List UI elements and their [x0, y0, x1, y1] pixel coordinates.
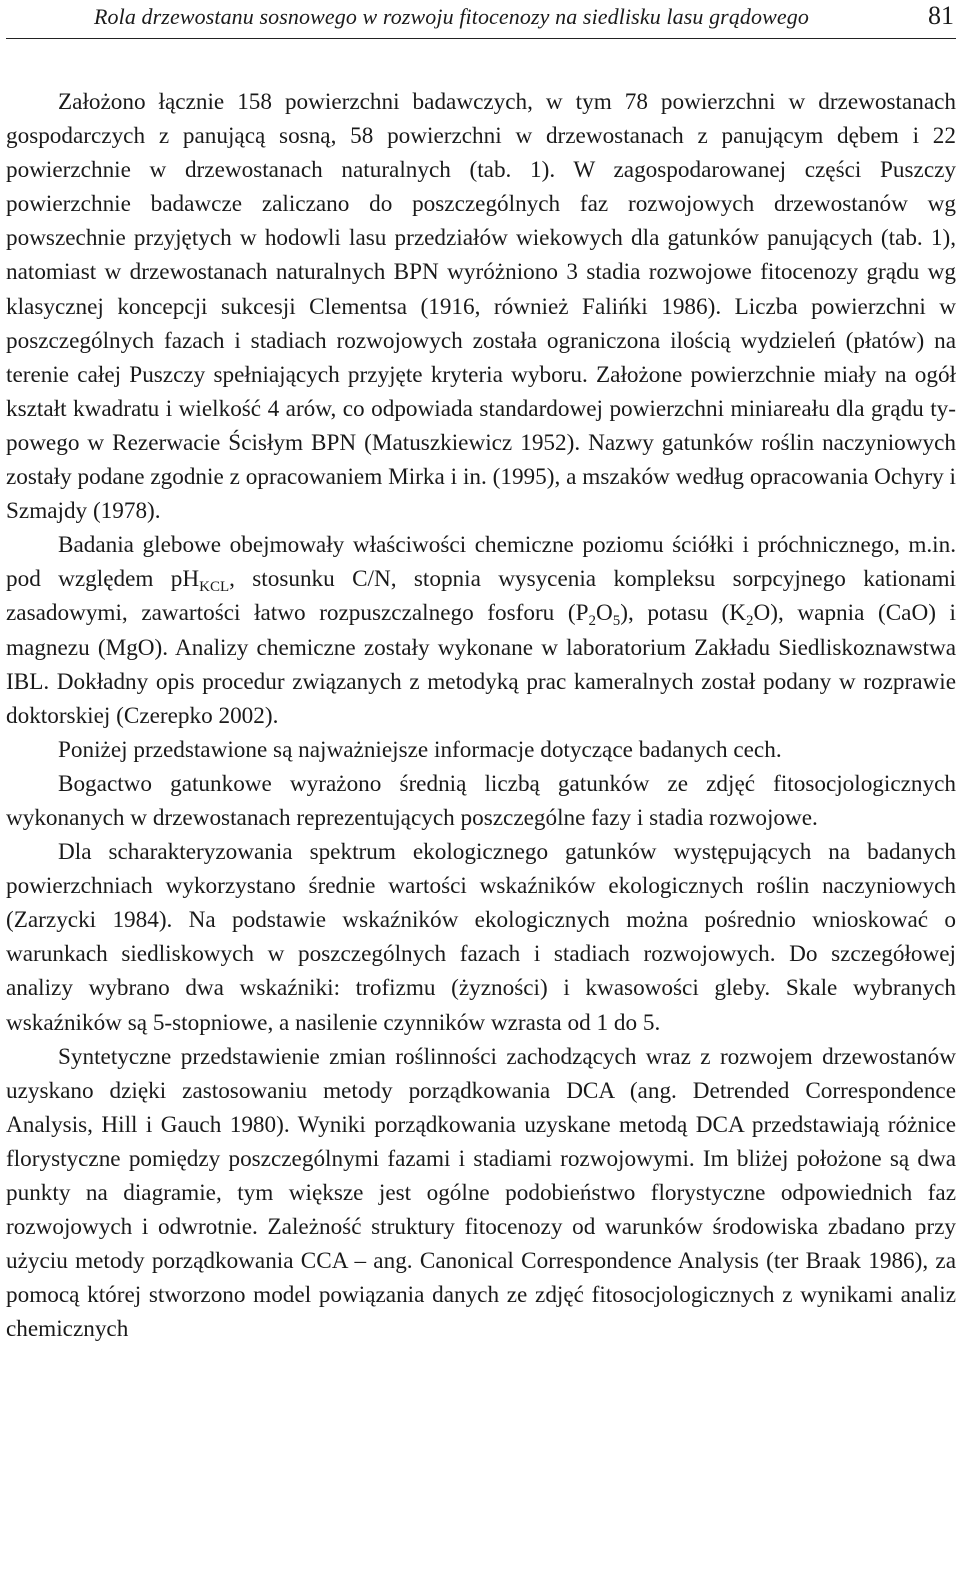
text-run: Syntetyczne przedstawienie zmian roślinności zachodzących wraz z rozwojem drzewostanów uzyskano dzięki zastosowaniu metody porządkowania DCA (ang. Detrended Correspondence Analysis, Hill i Gauch 1980). Wyniki porządkowania uzyskane metodą DCA przedstawiają różnice florystyczne pomiędzy poszczególnymi fazami i stadiami rozwojowymi. Im bliżej położone są dwa punkty na diagramie, tym większe jest ogólne podobieństwo florystyczne odpowiednich faz rozwojowych i odwrotnie. Zależność struktury fitocenozy od warunków środowiska zbadano przy użyciu metody porządkowania CCA – ang. Canonical Correspondence Analysis (ter Braak 1986), za pomocą której stworzono model powiązania danych ze zdjęć fitosocjologicznych z wynikami analiz chemicznych	[6, 1043, 956, 1343]
subscript: 2	[746, 613, 754, 630]
document-page	[6, 0, 956, 1346]
paragraph	[6, 1040, 956, 1347]
paragraph	[6, 85, 956, 528]
text-run: Poniżej przedstawione są najważniejsze informacje dotyczące badanych cech.	[58, 736, 782, 763]
paragraph	[6, 528, 956, 733]
text-run: Badania glebowe obejmowały właściwości chemiczne poziomu ściółki i próchnicznego, m.in. pod względem pH	[6, 532, 956, 593]
running-header	[6, 0, 956, 39]
paragraph	[6, 835, 956, 1040]
text-run: Dla scharakteryzowania spektrum ekologicznego gatunków występujących na badanych powierzchniach wykorzystano średnie wartości wskaźników ekologicznych roślin naczyniowych (Zarzycki 1984). Na podstawie wskaźników ekologicznych można pośrednio wnioskować o warunkach siedliskowych w poszczególnych fazach i stadiach rozwojowych. Do szczegółowej analizy wybrano dwa wskaźniki: trofizmu (żyzności) i kwasowości gleby. Skale wybranych wskaźników są 5-stopniowe, a nasilenie czynników wzrasta od 1 do 5.	[6, 839, 956, 1036]
text-run: , stosunku C/N, stopnia wysycenia kompleksu sorpcyjnego kationami zasadowymi, zawartości łatwo rozpuszczalnego fosforu (P	[6, 566, 956, 627]
text-run: O	[596, 600, 613, 627]
text-run: Założono łącznie 158 powierzchni badawczych, w tym 78 powierzchni w drzewostanach gospodarczych z panującą sosną, 58 powierzchni w drzewostanach z panującym dębem i 22 powierzchnie w drzewostanach naturalnych (tab. 1). W zagospodarowanej części Puszczy powierzchnie badawcze zaliczano do poszczególnych faz rozwojowych drzewostanów wg powszechnie przyjętych w hodowli lasu przedziałów wiekowych dla gatunków panujących (tab. 1), natomiast w drzewostanach naturalnych BPN wyróżniono 3 stadia rozwojowe fitocenozy grądu wg klasycznej koncepcji sukcesji Clementsa (1916, również Falińki 1986). Liczba powierzchni w poszczególnych fazach i stadiach rozwojowych została ograniczona ilością wydzieleń (płatów) na terenie całej Puszczy spełniających przyjęte kryteria wyboru. Założone powierzchnie miały na ogół kształt kwadratu i wielkość 4 arów, co odpowiada standardowej powierzchni miniareału dla grądu typowego w Rezerwacie Ścisłym BPN (Matuszkiewicz 1952). Nazwy gatunków roślin naczyniowych zostały podane zgodnie z opracowaniem Mirka i in. (1995), a mszaków według opracowania Ochyry i Szmajdy (1978).	[6, 89, 956, 525]
running-title: Rola drzewostanu sosnowego w rozwoju fitocenozy na siedlisku lasu grądowego	[94, 4, 809, 29]
text-run: Bogactwo gatunkowe wyrażono średnią liczbą gatunków ze zdjęć fitosocjologicznych wykonanych w drzewostanach reprezentujących poszczególne fazy i stadia rozwojowe.	[6, 770, 956, 831]
subscript: KCL	[199, 579, 230, 596]
subscript: 2	[588, 613, 597, 630]
text-run: O), wapnia (CaO) i magnezu (MgO). Analizy chemiczne zostały wykonane w laboratorium Zakładu Siedliskoznawstwa IBL. Dokładny opis procedur związanych z metodyką prac kameralnych został podany w rozprawie doktorskiej (Czerepko 2002).	[6, 600, 956, 729]
body-text	[6, 85, 956, 1346]
page-number: 81	[928, 1, 954, 30]
text-run: ), potasu (K	[620, 600, 747, 627]
paragraph	[6, 733, 956, 767]
subscript: 5	[612, 613, 621, 630]
paragraph	[6, 767, 956, 835]
